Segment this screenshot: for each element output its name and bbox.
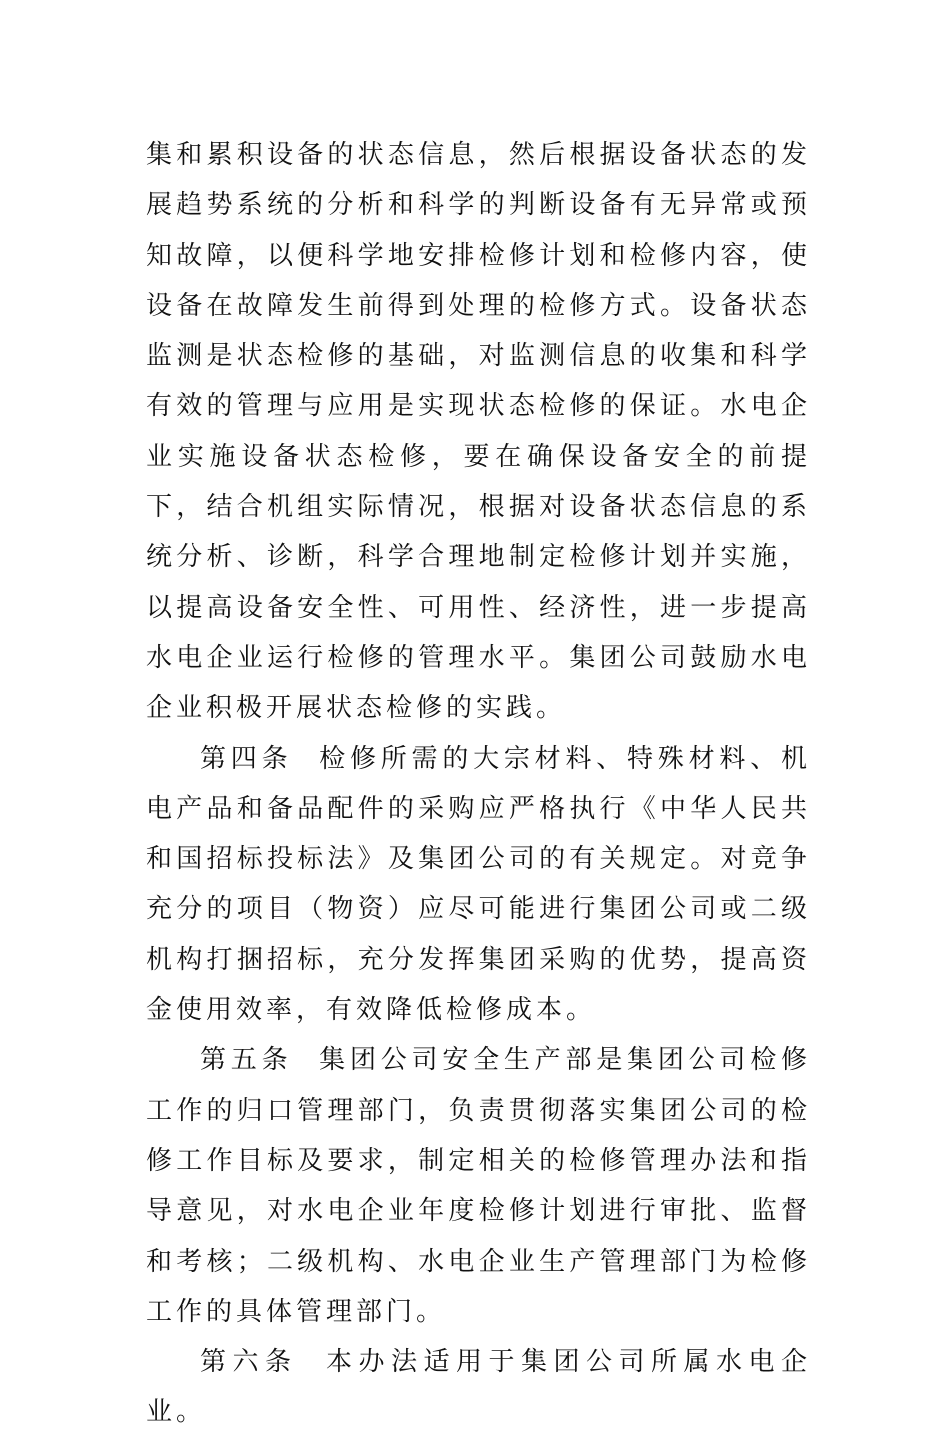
- article-five-number: 第五条: [200, 1045, 293, 1076]
- article-five-text: 集团公司安全生产部是集团公司检修工作的归口管理部门，负责贯彻落实集团公司的检修工作目标及要求，制定相关的检修管理办法和指导意见，对水电企业年度检修计划进行审批、监督和考核；二级机构、水电企业生产管理部门为检修工作的具体管理部门。: [146, 1045, 811, 1327]
- article-five: [146, 1035, 811, 1337]
- article-four-text: 检修所需的大宗材料、特殊材料、机电产品和备品配件的采购应严格执行《中华人民共和国招标投标法》及集团公司的有关规定。对竞争充分的项目（物资）应尽可能进行集团公司或二级机构打捆招标，充分发挥集团采购的优势，提高资金使用效率，有效降低检修成本。: [146, 743, 811, 1026]
- document-body: [146, 130, 811, 1438]
- article-four: [146, 734, 811, 1036]
- article-six-number: 第六条: [200, 1347, 298, 1378]
- article-six-text: 本办法适用于集团公司所属水电企业。: [146, 1347, 811, 1428]
- article-six: [146, 1337, 811, 1438]
- article-four-number: 第四条: [200, 743, 293, 774]
- paragraph-continuation: 集和累积设备的状态信息，然后根据设备状态的发展趋势系统的分析和科学的判断设备有无异常或预知故障，以便科学地安排检修计划和检修内容，使设备在故障发生前得到处理的检修方式。设备状态监测是状态检修的基础，对监测信息的收集和科学有效的管理与应用是实现状态检修的保证。水电企业实施设备状态检修，要在确保设备安全的前提下，结合机组实际情况，根据对设备状态信息的系统分析、诊断，科学合理地制定检修计划并实施，以提高设备安全性、可用性、经济性，进一步提高水电企业运行检修的管理水平。集团公司鼓励水电企业积极开展状态检修的实践。: [146, 140, 811, 724]
